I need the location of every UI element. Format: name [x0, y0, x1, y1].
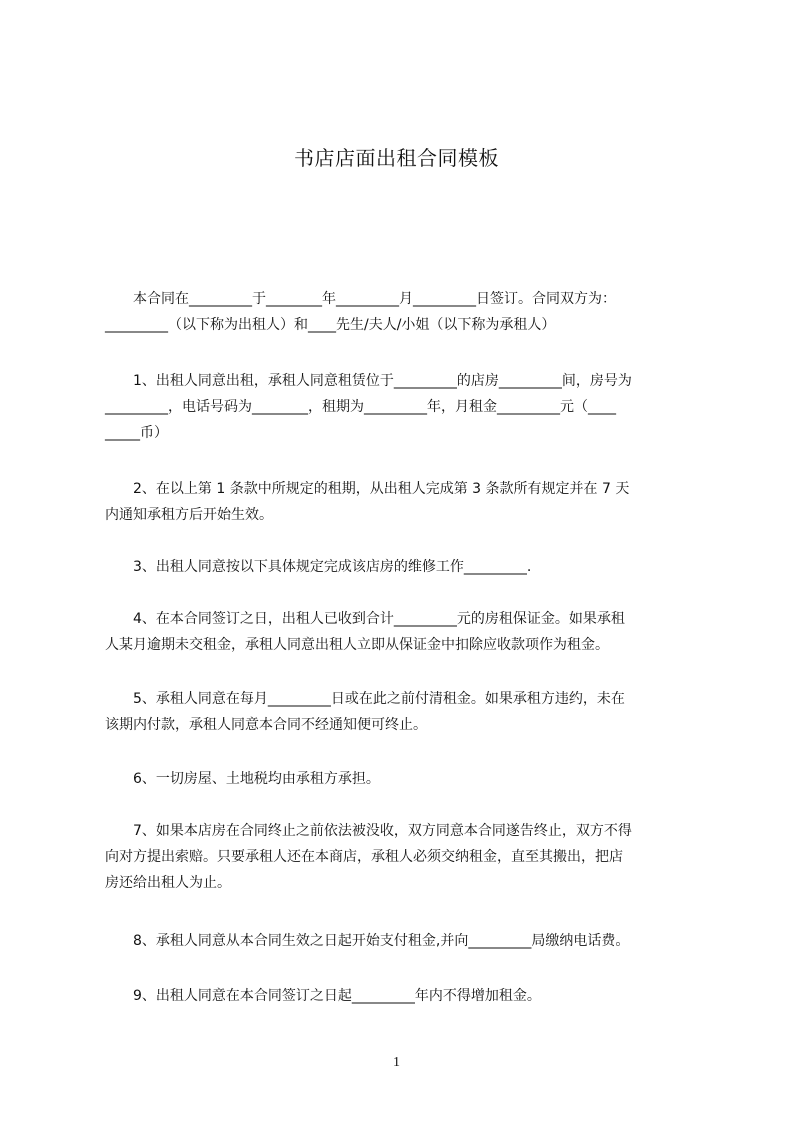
- document-title: 书店店面出租合同模板: [294, 146, 499, 170]
- paragraph-line: 房还给出租人为止。: [105, 875, 231, 891]
- clause-8: [105, 928, 705, 954]
- paragraph-line: _____币）: [105, 425, 168, 441]
- clause-3: [105, 554, 705, 580]
- clause-5: [105, 686, 705, 738]
- paragraph-line: 4、在本合同签订之日，出租人已收到合计_________元的房租保证金。如果承租: [105, 611, 625, 627]
- paragraph-line: 6、一切房屋、土地税均由承租方承担。: [105, 771, 380, 787]
- paragraph-line: 9、出租人同意在本合同签订之日起_________年内不得增加租金。: [105, 988, 541, 1004]
- paragraph-line: 2、在以上第 1 条款中所规定的租期，从出租人完成第 3 条款所有规定并在 7 天: [105, 481, 630, 497]
- clause-9: [105, 983, 705, 1009]
- paragraph-line: 8、承租人同意从本合同生效之日起开始支付租金,并向_________局缴纳电话费。: [105, 933, 630, 949]
- intro-paragraph: [105, 286, 705, 338]
- paragraph-line: _________，电话号码为________，租期为_________年，月租金_________元（____: [105, 399, 616, 415]
- paragraph-line: 向对方提出索赔。只要承租人还在本商店，承租人必须交纳租金，直至其搬出，把店: [105, 849, 623, 865]
- paragraph-line: _________（以下称为出租人）和____先生/夫人/小姐（以下称为承租人）: [105, 317, 556, 333]
- clause-4: [105, 606, 705, 658]
- paragraph-line: 7、如果本店房在合同终止之前依法被没收，双方同意本合同遂告终止，双方不得: [105, 823, 632, 839]
- clause-6: [105, 766, 705, 792]
- paragraph-line: 5、承租人同意在每月_________日或在此之前付清租金。如果承租方违约，未在: [105, 691, 625, 707]
- page-number: 1: [393, 1055, 400, 1070]
- paragraph-line: 人某月逾期未交租金，承租人同意出租人立即从保证金中扣除应收款项作为租金。: [105, 637, 609, 653]
- paragraph-line: 3、出租人同意按以下具体规定完成该店房的维修工作_________.: [105, 559, 532, 575]
- paragraph-line: 本合同在_________于________年_________月_________日签订。合同双方为：: [105, 291, 616, 307]
- paragraph-line: 该期内付款，承租人同意本合同不经通知便可终止。: [105, 717, 427, 733]
- clause-1: [105, 368, 705, 446]
- clause-2: [105, 476, 705, 528]
- clause-7: [105, 818, 705, 896]
- paragraph-line: 1、出租人同意出租，承租人同意租赁位于_________的店房_________间，房号为: [105, 373, 632, 389]
- paragraph-line: 内通知承租方后开始生效。: [105, 507, 273, 523]
